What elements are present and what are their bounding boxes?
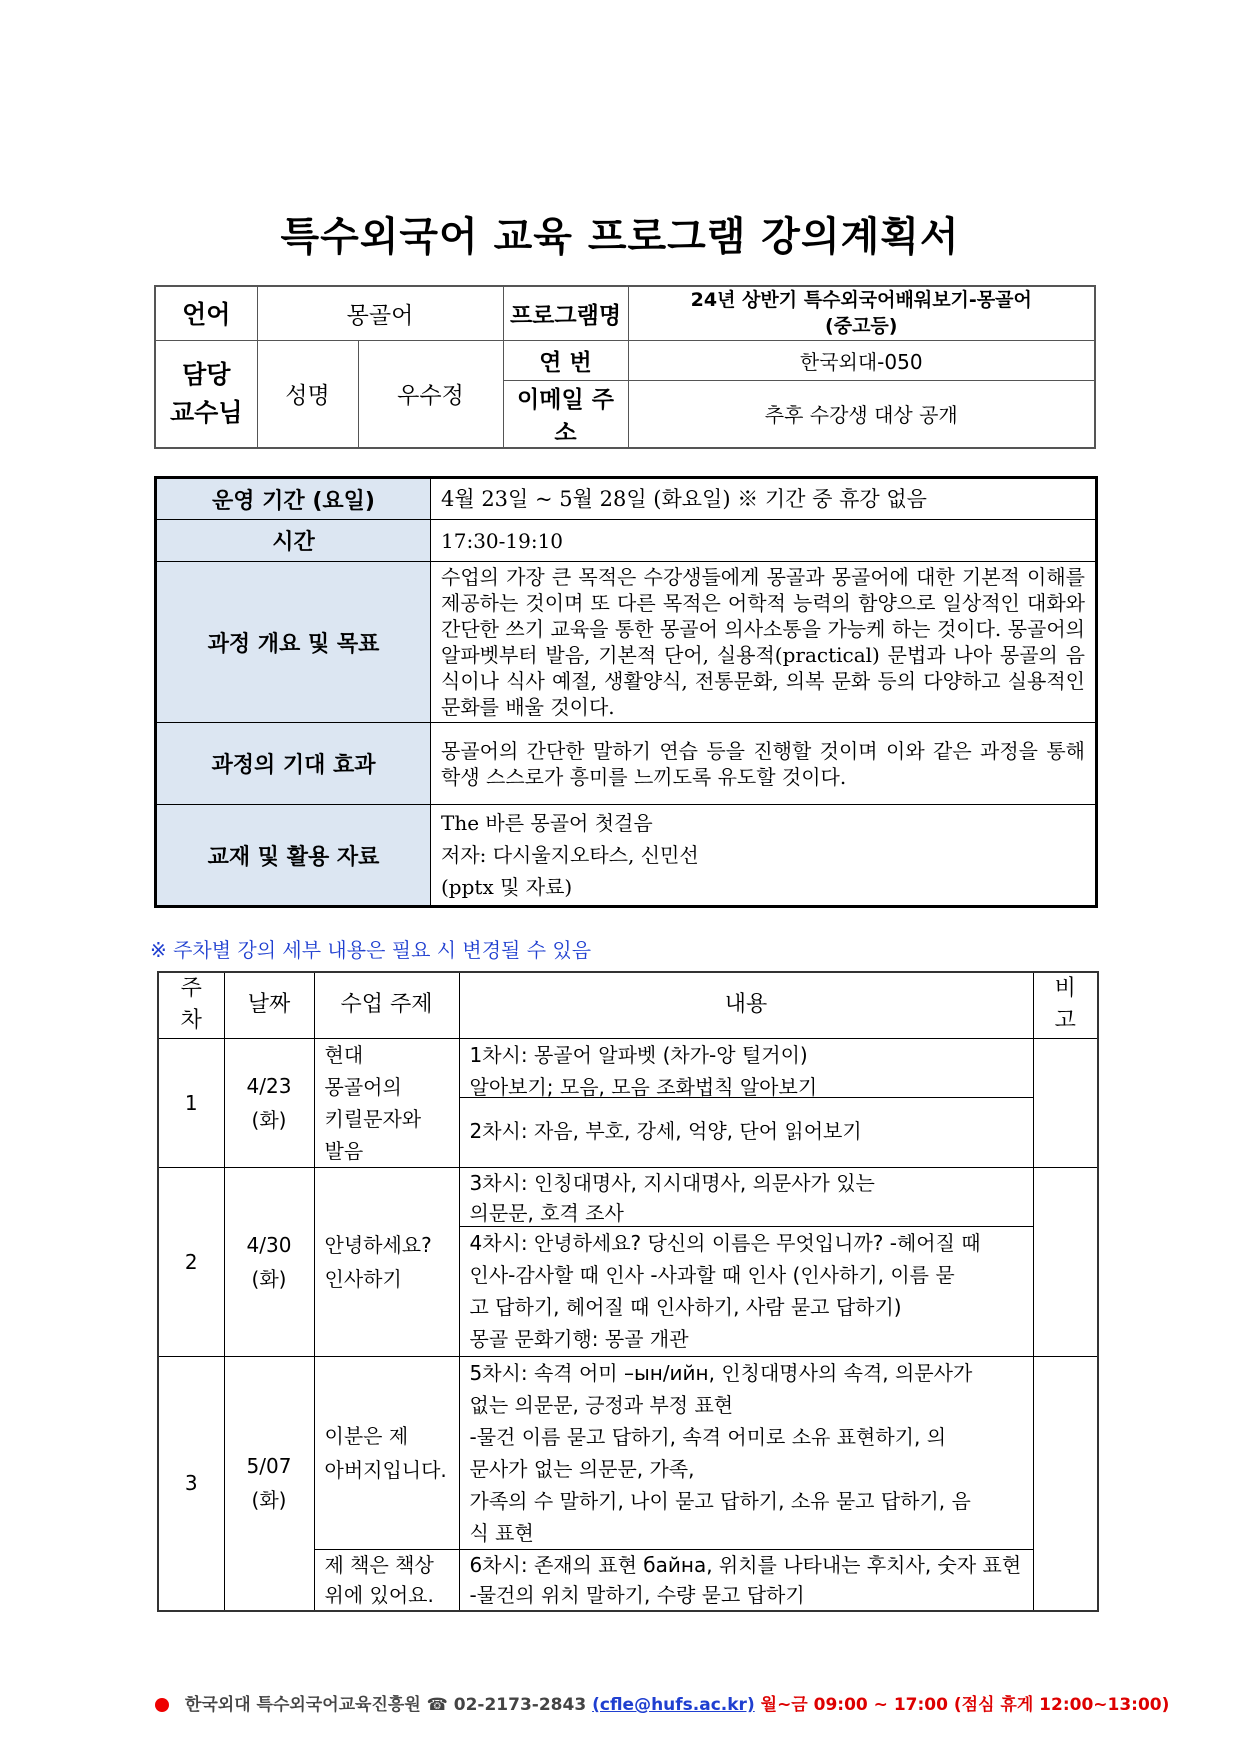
materials-label: 교재 및 활용 자료 <box>156 805 431 907</box>
goal-label: 과정 개요 및 목표 <box>156 562 431 723</box>
session-line: 가족의 수 말하기, 나이 묻고 답하기, 소유 묻고 답하기, 음 <box>469 1488 971 1513</box>
name-label: 성명 <box>257 340 358 448</box>
session-line: 문사가 없는 의문문, 가족, <box>469 1456 695 1481</box>
header-week <box>158 972 224 1038</box>
week-content <box>459 1038 1033 1167</box>
change-notice: ※ 주차별 강의 세부 내용은 필요 시 변경될 수 있음 <box>150 938 592 962</box>
materials-line3: (pptx 및 자료) <box>441 875 573 899</box>
week-remark <box>1033 1356 1098 1611</box>
schedule-row-week-3-a <box>158 1356 1098 1549</box>
course-info-table <box>154 285 1096 449</box>
schedule-row-week-1 <box>158 1038 1098 1167</box>
week-date-day: 5/07 <box>246 1454 292 1479</box>
week-date <box>224 1038 314 1167</box>
program-value-line2: (중고등) <box>825 315 898 338</box>
session-line: 없는 의문문, 긍정과 부정 표현 <box>469 1392 734 1417</box>
topic-line: 인사하기 <box>324 1266 402 1291</box>
topic-line: 키릴문자와 <box>324 1106 422 1131</box>
materials-line2: 저자: 다시울지오타스, 신민선 <box>441 843 699 867</box>
footer-phone: ☎ 02-2173-2843 <box>426 1695 587 1715</box>
week-remark <box>1033 1038 1098 1167</box>
effect-label: 과정의 기대 효과 <box>156 723 431 805</box>
period-label: 운영 기간 (요일) <box>156 478 431 520</box>
week-date <box>224 1167 314 1356</box>
week-number: 3 <box>158 1356 224 1611</box>
name-value: 우수정 <box>358 340 503 448</box>
topic-line: 현대 <box>324 1042 364 1067</box>
page-title: 특수외국어 교육 프로그램 강의계획서 <box>280 214 960 260</box>
week-topic <box>314 1356 459 1549</box>
week-content <box>459 1167 1033 1356</box>
time-value: 17:30-19:10 <box>431 520 1097 562</box>
session-line: 몽골 문화기행: 몽골 개관 <box>469 1326 689 1351</box>
session-line: 의문문, 호격 조사 <box>469 1200 624 1225</box>
period-value: 4월 23일 ~ 5월 28일 (화요일) ※ 기간 중 휴강 없음 <box>431 478 1097 520</box>
session-line: 4차시: 안녕하세요? 당신의 이름은 무엇입니까? -헤어질 때 <box>469 1230 981 1255</box>
session-line: 2차시: 자음, 부호, 강세, 억양, 단어 읽어보기 <box>469 1118 862 1143</box>
session-5 <box>459 1356 1033 1549</box>
goal-value: 수업의 가장 큰 목적은 수강생들에게 몽골과 몽골어에 대한 기본적 이해를 제공하는 것이며 또 다른 목적은 어학적 능력의 함양으로 일상적인 대화와 간단한 쓰기 교육을 통한 몽골어 의사소통을 가능케 하는 것이다. 몽골어의 알파벳부터 발음, 기본적 단어, 실용적(practical) 문법과 나아 몽골의 음식이나 식사 예절, 생활양식, 전통문화, 의복 문화 등의 다양하고 실용적인 문화를 배울 것이다. <box>431 562 1097 723</box>
header-week-2: 차 <box>180 1008 202 1034</box>
session-3 <box>460 1168 1033 1226</box>
session-line: 3차시: 인칭대명사, 지시대명사, 의문사가 있는 <box>469 1170 875 1195</box>
topic-line: 발음 <box>324 1138 364 1163</box>
topic-line: 몽골어의 <box>324 1074 402 1099</box>
footer <box>155 1690 1169 1715</box>
session-line: 6차시: 존재의 표현 байна, 위치를 나타내는 후치사, 숫자 표현 <box>469 1552 1022 1577</box>
footer-org: 한국외대 특수외국어교육진흥원 <box>184 1695 421 1715</box>
session-line: 인사-감사할 때 인사 -사과할 때 인사 (인사하기, 이름 묻 <box>469 1262 955 1287</box>
topic-line: 아버지입니다. <box>324 1457 447 1482</box>
session-line: -물건의 위치 말하기, 수량 묻고 답하기 <box>469 1582 805 1607</box>
header-topic: 수업 주제 <box>314 972 459 1038</box>
contact-label: 연 번 <box>503 340 628 380</box>
email-label: 이메일 주소 <box>503 380 628 448</box>
week-date <box>224 1356 314 1611</box>
week-date-weekday: (화) <box>251 1266 287 1291</box>
language-label: 언어 <box>155 286 257 340</box>
materials-line1: The 바른 몽골어 첫걸음 <box>441 811 653 835</box>
week-number: 1 <box>158 1038 224 1167</box>
header-remark-2: 고 <box>1054 1008 1076 1034</box>
week-date-weekday: (화) <box>251 1488 287 1513</box>
effect-value: 몽골어의 간단한 말하기 연습 등을 진행할 것이며 이와 같은 과정을 통해 학생 스스로가 흥미를 느끼도록 유도할 것이다. <box>431 723 1097 805</box>
time-label: 시간 <box>156 520 431 562</box>
course-overview-table <box>154 476 1098 908</box>
week-date-weekday: (화) <box>251 1107 287 1132</box>
email-value: 추후 수강생 대상 공개 <box>628 380 1095 448</box>
weekly-schedule-table <box>157 971 1099 1612</box>
header-content: 내용 <box>459 972 1033 1038</box>
session-4 <box>460 1226 1033 1356</box>
contact-value: 한국외대-050 <box>628 340 1095 380</box>
week-date-day: 4/30 <box>246 1232 292 1257</box>
week-topic <box>314 1549 459 1611</box>
session-line: 알아보기; 모음, 모음 조화법칙 알아보기 <box>469 1074 818 1099</box>
session-2 <box>460 1097 1033 1166</box>
header-remark-1: 비 <box>1054 976 1076 1002</box>
topic-line: 위에 있어요. <box>324 1582 434 1607</box>
materials-value <box>431 805 1097 907</box>
session-line: 고 답하기, 헤어질 때 인사하기, 사람 묻고 답하기) <box>469 1294 902 1319</box>
session-6 <box>459 1549 1033 1611</box>
week-topic <box>314 1167 459 1356</box>
week-date-day: 4/23 <box>246 1073 292 1098</box>
week-topic <box>314 1038 459 1167</box>
week-number: 2 <box>158 1167 224 1356</box>
professor-label-line1: 담당 <box>182 359 231 389</box>
professor-label <box>155 340 257 448</box>
program-value-line1: 24년 상반기 특수외국어배워보기-몽골어 <box>690 289 1032 312</box>
footer-hours: 월~금 09:00 ~ 17:00 (점심 휴게 12:00~13:00) <box>760 1695 1170 1715</box>
program-value <box>628 286 1095 340</box>
session-line: 5차시: 속격 어미 –ын/ийн, 인칭대명사의 속격, 의문사가 <box>469 1360 973 1385</box>
topic-line: 제 책은 책상 <box>324 1552 434 1577</box>
bullet-icon <box>155 1698 169 1712</box>
footer-email-link[interactable]: (cfle@hufs.ac.kr) <box>592 1695 755 1715</box>
session-line: 1차시: 몽골어 알파벳 (차가-앙 털거이) <box>469 1042 808 1067</box>
schedule-row-week-2 <box>158 1167 1098 1356</box>
session-line: 식 표현 <box>469 1520 534 1545</box>
professor-label-line2: 교수님 <box>170 397 243 427</box>
header-remark <box>1033 972 1098 1038</box>
week-remark <box>1033 1167 1098 1356</box>
topic-line: 안녕하세요? <box>324 1232 432 1257</box>
language-value: 몽골어 <box>257 286 503 340</box>
session-1 <box>460 1039 1033 1097</box>
topic-line: 이분은 제 <box>324 1423 409 1448</box>
header-date: 날짜 <box>224 972 314 1038</box>
session-line: -물건 이름 묻고 답하기, 속격 어미로 소유 표현하기, 의 <box>469 1424 947 1449</box>
header-week-1: 주 <box>180 976 202 1002</box>
program-label: 프로그램명 <box>503 286 628 340</box>
